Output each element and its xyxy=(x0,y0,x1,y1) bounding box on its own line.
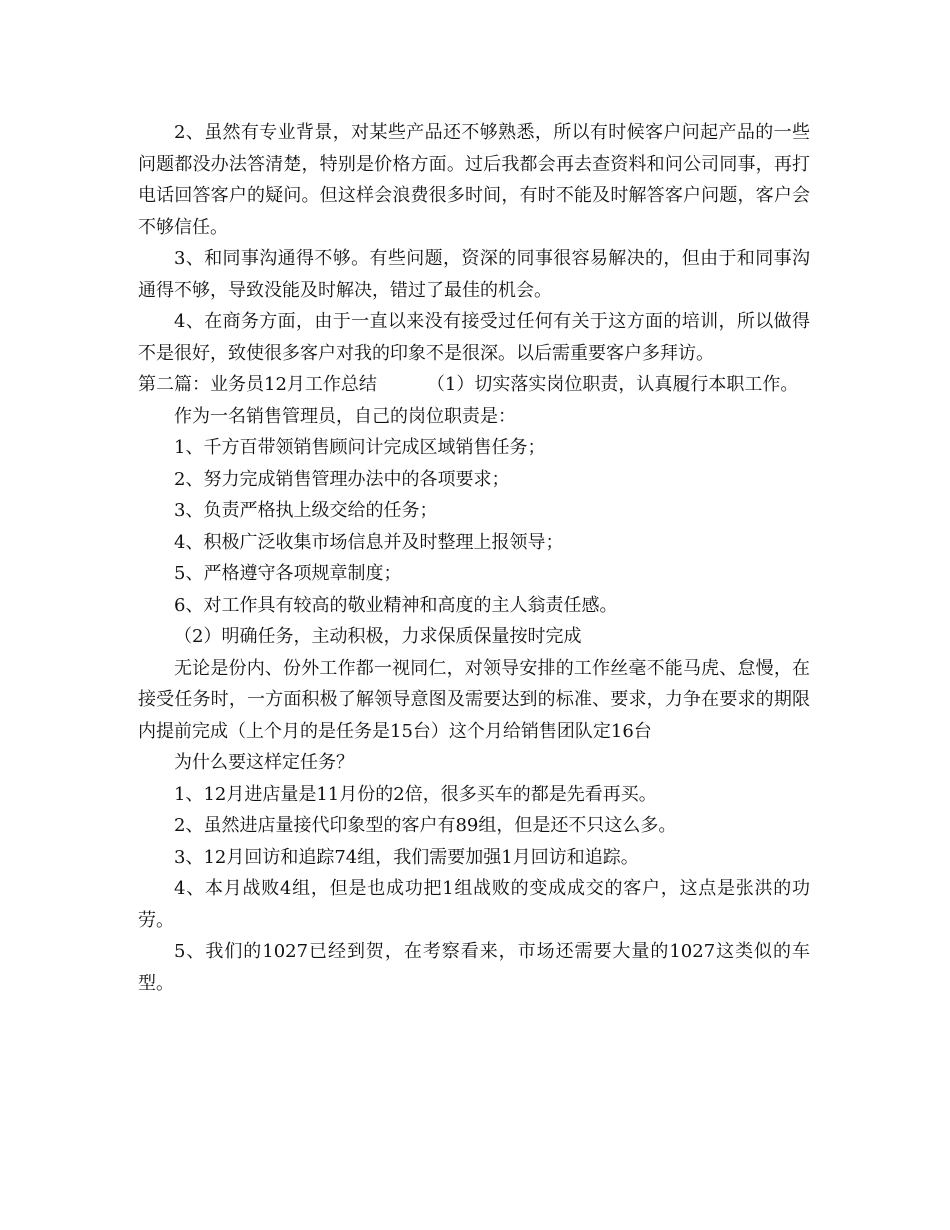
section-title: 第二篇：业务员12月工作总结 xyxy=(138,374,377,395)
reasons-question: 为什么要这样定任务？ xyxy=(174,752,354,773)
duty-item: 6、对工作具有较高的敬业精神和高度的主人翁责任感。 xyxy=(174,594,618,616)
paragraph-issue-2: 2、虽然有专业背景，对某些产品还不够熟悉，所以有时候客户问起产品的一些问题都没办法答清楚，特别是价格方面。过后我都会再去查资料和问公司同事，再打电话回答客户的疑问。但这样会浪费很多时间，有时不能及时解答客户问题，客户会不够信任。 xyxy=(138,122,810,238)
section-heading xyxy=(138,369,810,401)
point-2-title: （2）明确任务，主动积极，力求保质保量按时完成 xyxy=(174,626,582,647)
paragraph-issue-3: 3、和同事沟通得不够。有些问题，资深的同事很容易解决的，但由于和同事沟通得不够，导致没能及时解决，错过了最佳的机会。 xyxy=(138,248,810,301)
reason-item: 3、12月回访和追踪74组，我们需要加强1月回访和追踪。 xyxy=(174,846,639,868)
point-1-title: （1）切实落实岗位职责，认真履行本职工作。 xyxy=(426,374,799,395)
duty-item: 2、努力完成销售管理办法中的各项要求； xyxy=(174,468,510,490)
reason-item: 1、12月进店量是11月份的2倍，很多买车的都是先看再买。 xyxy=(174,783,657,805)
reason-item: 2、虽然进店量接代印象型的客户有89组，但是还不只这么多。 xyxy=(174,815,677,836)
duty-item: 1、千方百带领销售顾问计完成区域销售任务； xyxy=(174,437,546,458)
reason-item: 5、我们的1027已经到贺，在考察看来，市场还需要大量的1027这类似的车型。 xyxy=(138,941,810,994)
document-body xyxy=(138,117,810,999)
duty-item: 3、负责严格执上级交给的任务； xyxy=(174,500,438,521)
duties-intro: 作为一名销售管理员，自己的岗位职责是： xyxy=(174,405,516,427)
reason-item: 4、本月战败4组，但是也成功把1组战败的变成成交的客户，这点是张洪的功劳。 xyxy=(138,878,810,931)
duty-item: 4、积极广泛收集市场信息并及时整理上报领导； xyxy=(174,531,564,553)
paragraph-issue-4: 4、在商务方面，由于一直以来没有接受过任何有关于这方面的培训，所以做得不是很好，致使很多客户对我的印象不是很深。以后需重要客户多拜访。 xyxy=(138,311,810,364)
duty-item: 5、严格遵守各项规章制度； xyxy=(174,563,402,584)
point-2-body: 无论是份内、份外工作都一视同仁，对领导安排的工作丝毫不能马虎、怠慢，在接受任务时，一方面积极了解领导意图及需要达到的标准、要求，力争在要求的期限内提前完成（上个月的是任务是15台）这个月给销售团队定16台 xyxy=(138,657,810,742)
